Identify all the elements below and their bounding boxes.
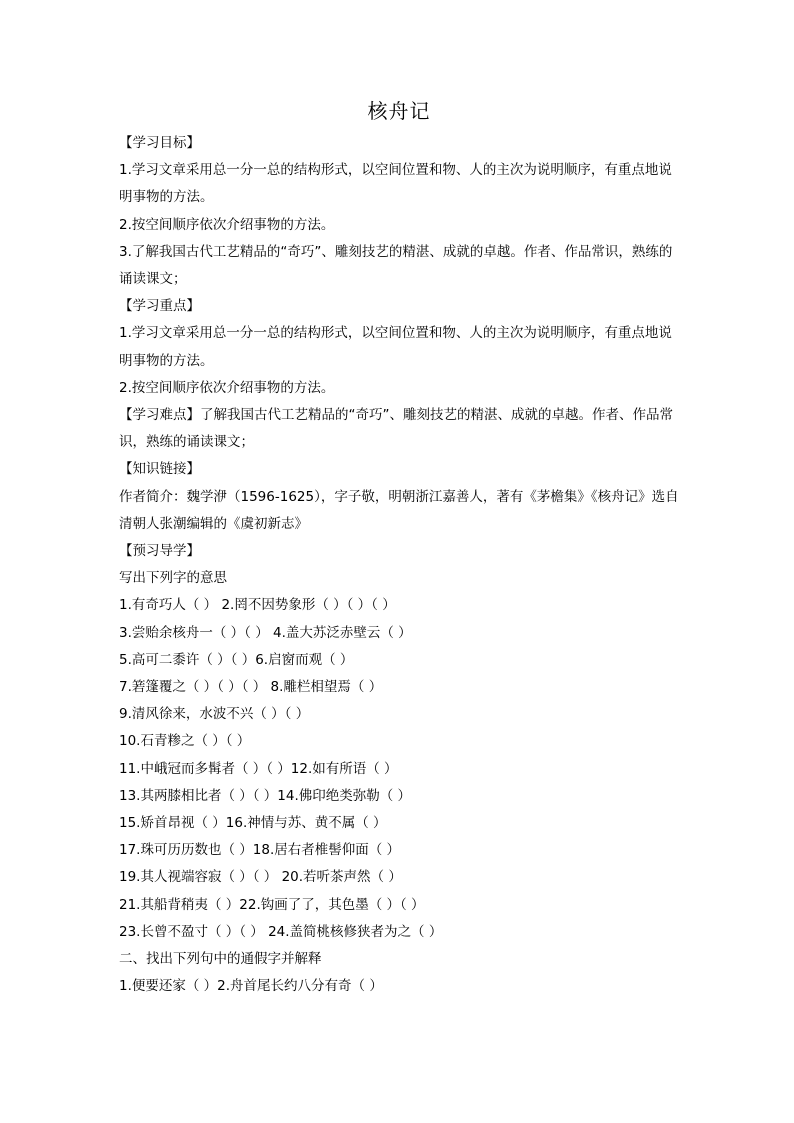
page-title: 核舟记	[367, 99, 431, 123]
key-point-item-1: 1.学习文章采用总一分一总的结构形式，以空间位置和物、人的主次为说明顺序，有重点地说明事物的方法。	[119, 325, 672, 369]
difficulty-paragraph	[119, 402, 679, 456]
question-line-11: 19.其人视端容寂（ ）（ ） 20.若听茶声然（ ）	[119, 869, 402, 886]
goal-item-1: 1.学习文章采用总一分一总的结构形式，以空间位置和物、人的主次为说明顺序，有重点地说明事物的方法。	[119, 162, 672, 206]
question-line-4: 7.箬篷覆之（ ）（ ）（ ） 8.雕栏相望焉（ ）	[119, 679, 383, 696]
goal-item-2: 2.按空间顺序依次介绍事物的方法。	[119, 216, 335, 233]
question-line-8: 13.其两膝相比者（ ）（ ）14.佛印绝类弥勒（ ）	[119, 787, 412, 804]
question-line-7: 11.中峨冠而多髯者（ ）（ ）12.如有所语（ ）	[119, 760, 398, 777]
preview-instruction: 写出下列字的意思	[119, 570, 227, 587]
knowledge-heading: 【知识链接】	[119, 461, 200, 478]
key-points-heading: 【学习重点】	[119, 298, 200, 315]
document-page	[119, 96, 679, 1001]
question-line-6: 10.石青糁之（ ）（ ）	[119, 733, 251, 750]
section2-line-1: 1.便要还家（ ）2.舟首尾长约八分有奇（ ）	[119, 978, 383, 995]
difficulty-heading: 【学习难点】	[119, 407, 200, 424]
question-line-12: 21.其船背稍夷（ ）22.钩画了了，其色墨（ ）（ ）	[119, 896, 425, 913]
question-line-9: 15.矫首昂视（ ）16.神情与苏、黄不属（ ）	[119, 815, 387, 832]
question-line-13: 23.长曾不盈寸（ ）（ ） 24.盖简桃核修狭者为之（ ）	[119, 923, 443, 940]
question-line-5: 9.清风徐来，水波不兴（ ）（ ）	[119, 706, 310, 723]
question-line-1: 1.有奇巧人（ ） 2.罔不因势象形（ ）（ ）（ ）	[119, 597, 396, 614]
question-line-3: 5.高可二黍许（ ）（ ）6.启窗而观（ ）	[119, 651, 354, 668]
knowledge-text: 作者简介：魏学洢（1596-1625），字子敬，明朝浙江嘉善人，著有《茅檐集》《核舟记》选自清朝人张潮编辑的《虞初新志》	[119, 488, 679, 532]
question-line-2: 3.尝贻余核舟一（ ）（ ） 4.盖大苏泛赤壁云（ ）	[119, 624, 412, 641]
preview-heading: 【预习导学】	[119, 543, 200, 560]
key-point-item-2: 2.按空间顺序依次介绍事物的方法。	[119, 379, 335, 396]
question-line-10: 17.珠可历历数也（ ）18.居右者椎髻仰面（ ）	[119, 842, 401, 859]
difficulty-text: 了解我国古代工艺精品的“奇巧”、雕刻技艺的精湛、成就的卓越。作者、作品常识，熟练的诵读课文；	[119, 407, 673, 451]
goal-item-3: 3.了解我国古代工艺精品的“奇巧”、雕刻技艺的精湛、成就的卓越。作者、作品常识，熟练的诵读课文；	[119, 243, 673, 288]
goals-heading: 【学习目标】	[119, 135, 200, 151]
section2-heading: 二、找出下列句中的通假字并解释	[119, 951, 322, 968]
